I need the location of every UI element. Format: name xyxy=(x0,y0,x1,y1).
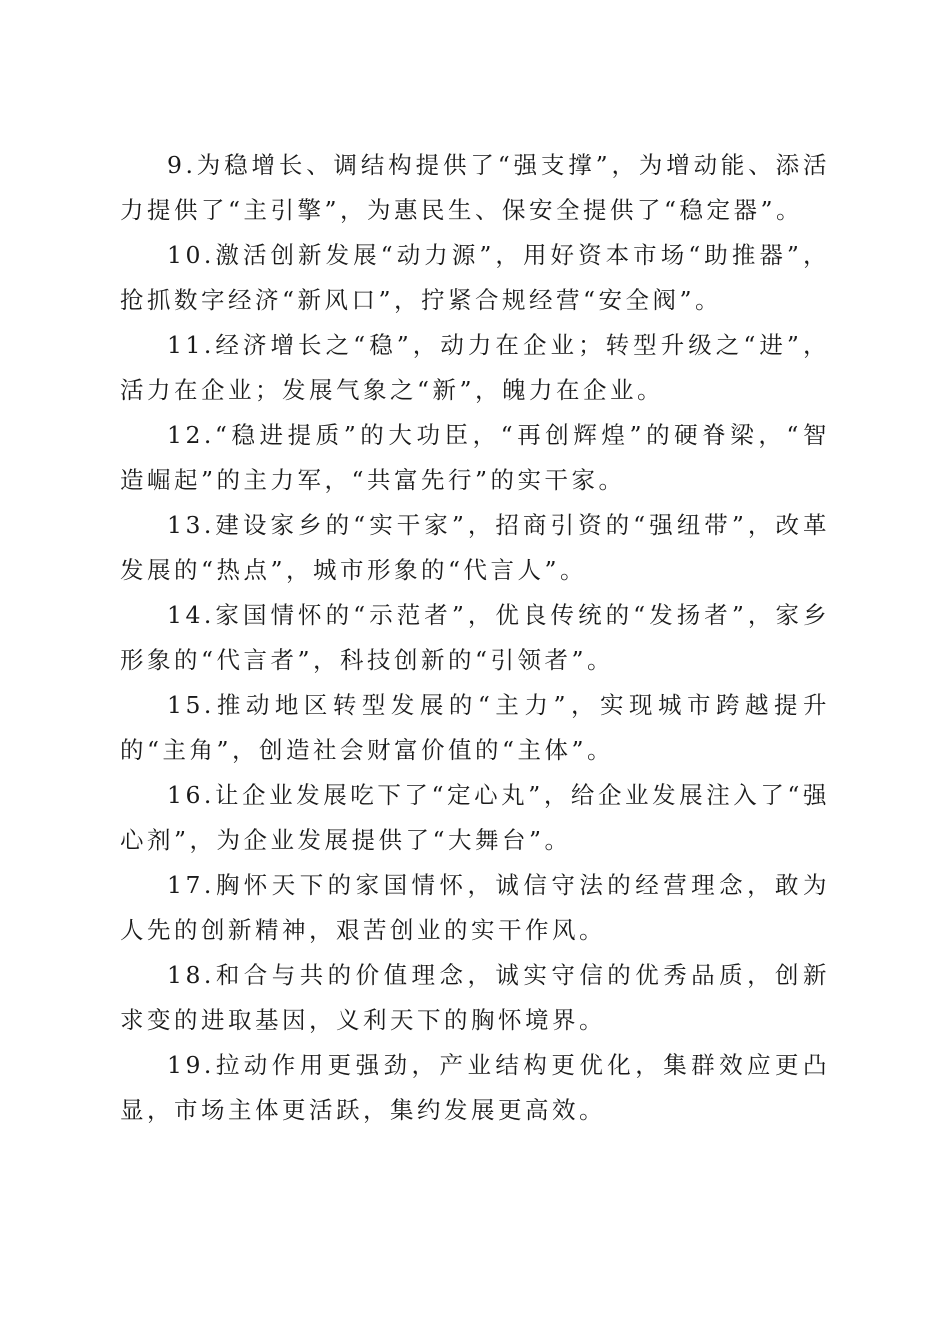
paragraph-12: 12.“稳进提质”的大功臣，“再创辉煌”的硬脊梁，“智造崛起”的主力军，“共富先行”的实干家。 xyxy=(120,421,830,494)
paragraph-13: 13.建设家乡的“实干家”，招商引资的“强纽带”，改革发展的“热点”，城市形象的“代言人”。 xyxy=(120,511,830,584)
paragraph-16: 16.让企业发展吃下了“定心丸”，给企业发展注入了“强心剂”，为企业发展提供了“大舞台”。 xyxy=(120,781,830,854)
paragraph-11: 11.经济增长之“稳”，动力在企业；转型升级之“进”，活力在企业；发展气象之“新”，魄力在企业。 xyxy=(120,331,830,404)
paragraph-19: 19.拉动作用更强劲，产业结构更优化，集群效应更凸显，市场主体更活跃，集约发展更高效。 xyxy=(120,1051,830,1124)
paragraph-18: 18.和合与共的价值理念，诚实守信的优秀品质，创新求变的进取基因，义利天下的胸怀境界。 xyxy=(120,961,830,1034)
paragraph-14: 14.家国情怀的“示范者”，优良传统的“发扬者”，家乡形象的“代言者”，科技创新的“引领者”。 xyxy=(120,601,830,674)
paragraph-15: 15.推动地区转型发展的“主力”，实现城市跨越提升的“主角”，创造社会财富价值的“主体”。 xyxy=(120,691,830,764)
paragraph-9: 9.为稳增长、调结构提供了“强支撑”，为增动能、添活力提供了“主引擎”，为惠民生、保安全提供了“稳定器”。 xyxy=(120,151,830,224)
paragraph-17: 17.胸怀天下的家国情怀，诚信守法的经营理念，敢为人先的创新精神，艰苦创业的实干作风。 xyxy=(120,871,830,944)
paragraph-10: 10.激活创新发展“动力源”，用好资本市场“助推器”，抢抓数字经济“新风口”，拧紧合规经营“安全阀”。 xyxy=(120,241,830,314)
document-body xyxy=(120,143,830,1133)
